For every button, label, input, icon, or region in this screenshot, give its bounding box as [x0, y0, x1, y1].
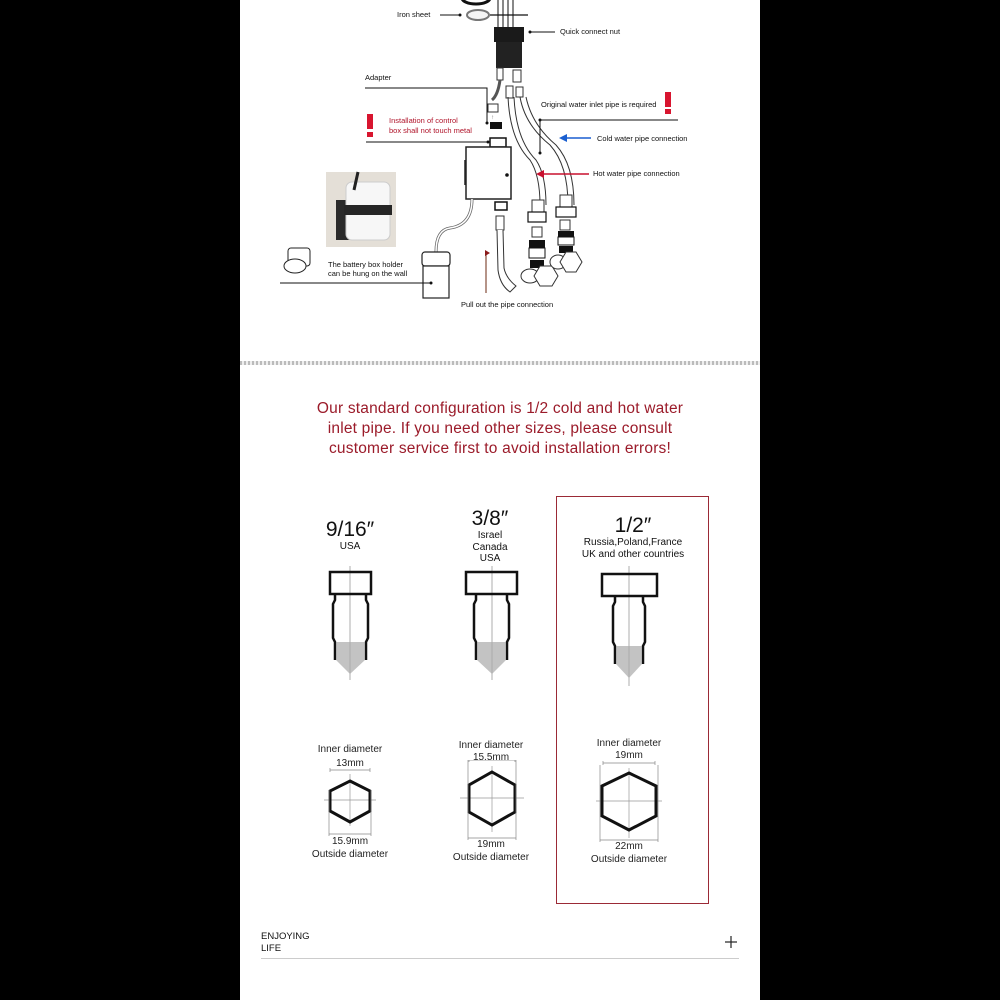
notice-line-2: inlet pipe. If you need other sizes, please consult: [327, 420, 673, 437]
inner-diameter-label: Inner diameter: [596, 738, 662, 749]
hexagon-diagrams: [240, 760, 760, 850]
inner-diameter-label: Inner diameter: [458, 740, 524, 751]
installation-diagram: [240, 0, 760, 330]
adapter-label: Adapter: [365, 73, 392, 82]
fitting-1-2-icon: [602, 566, 657, 686]
product-detail-page: [240, 0, 760, 1000]
notice-line-3: customer service first to avoid installation errors!: [328, 440, 672, 457]
outer-diameter-label: Outside diameter: [311, 849, 389, 860]
size-option-9-16: [300, 519, 400, 553]
brand-line-2: LIFE: [261, 942, 282, 954]
outer-diameter-value: 19mm: [477, 839, 505, 850]
installation-diagram-graphic: [240, 0, 760, 330]
outer-diameter-label: Outside diameter: [452, 852, 530, 863]
outer-diameter-value: 15.9mm: [331, 836, 369, 847]
size-region: Canada: [472, 541, 508, 553]
size-title: 3/8″: [471, 507, 509, 530]
quick-connect-nut-label: Quick connect nut: [560, 27, 621, 36]
size-region: UK and other countries: [581, 548, 685, 560]
inner-diameter-value: 13mm: [336, 758, 364, 769]
fitting-3-8-icon: [466, 566, 517, 680]
size-option-1-2: [558, 515, 708, 560]
notice-line-1: Our standard configuration is 1/2 cold and hot water: [316, 400, 684, 417]
outer-diameter-label: Outside diameter: [590, 854, 668, 865]
brand-line-1: ENJOYING: [261, 931, 310, 942]
svg-text:↑: ↑: [491, 115, 494, 121]
hexagon-9-16-icon: [324, 768, 376, 836]
expand-button[interactable]: [724, 935, 738, 949]
size-region: USA: [479, 553, 501, 564]
inner-diameter-label: Inner diameter: [317, 744, 383, 755]
outer-diameter-value: 22mm: [615, 841, 643, 852]
configuration-notice: [240, 399, 760, 459]
size-region: USA: [339, 541, 361, 552]
battery-holder-line1: The battery box holder: [328, 260, 404, 269]
fitting-9-16-icon: [330, 566, 371, 680]
size-title: 9/16″: [325, 518, 375, 541]
footer-divider: [261, 958, 739, 959]
battery-holder-line2: can be hung on the wall: [328, 269, 408, 278]
hexagon-1-2-icon: [596, 761, 662, 842]
plus-icon: [724, 935, 738, 949]
fitting-illustrations: [240, 560, 760, 690]
original-inlet-required-label: Original water inlet pipe is required: [541, 100, 657, 109]
size-title: 1/2″: [614, 514, 652, 537]
pull-out-pipe-label: Pull out the pipe connection: [461, 300, 554, 309]
hot-water-label: Hot water pipe connection: [593, 169, 680, 178]
hexagon-3-8-icon: [460, 760, 524, 840]
section-divider: [240, 361, 760, 365]
control-box-warning-line1: Installation of control: [389, 116, 458, 125]
size-option-3-8: [440, 508, 540, 565]
size-region: Russia,Poland,France: [583, 537, 683, 548]
brand-tagline: [261, 931, 310, 954]
control-box-warning-line2: box shall not touch metal: [389, 126, 472, 135]
inner-diameter-value: 19mm: [615, 750, 643, 761]
inner-diameter-value: 15.5mm: [472, 752, 510, 763]
size-region: Israel: [477, 530, 503, 541]
cold-water-label: Cold water pipe connection: [597, 134, 688, 143]
iron-sheet-label: Iron sheet: [397, 10, 431, 19]
